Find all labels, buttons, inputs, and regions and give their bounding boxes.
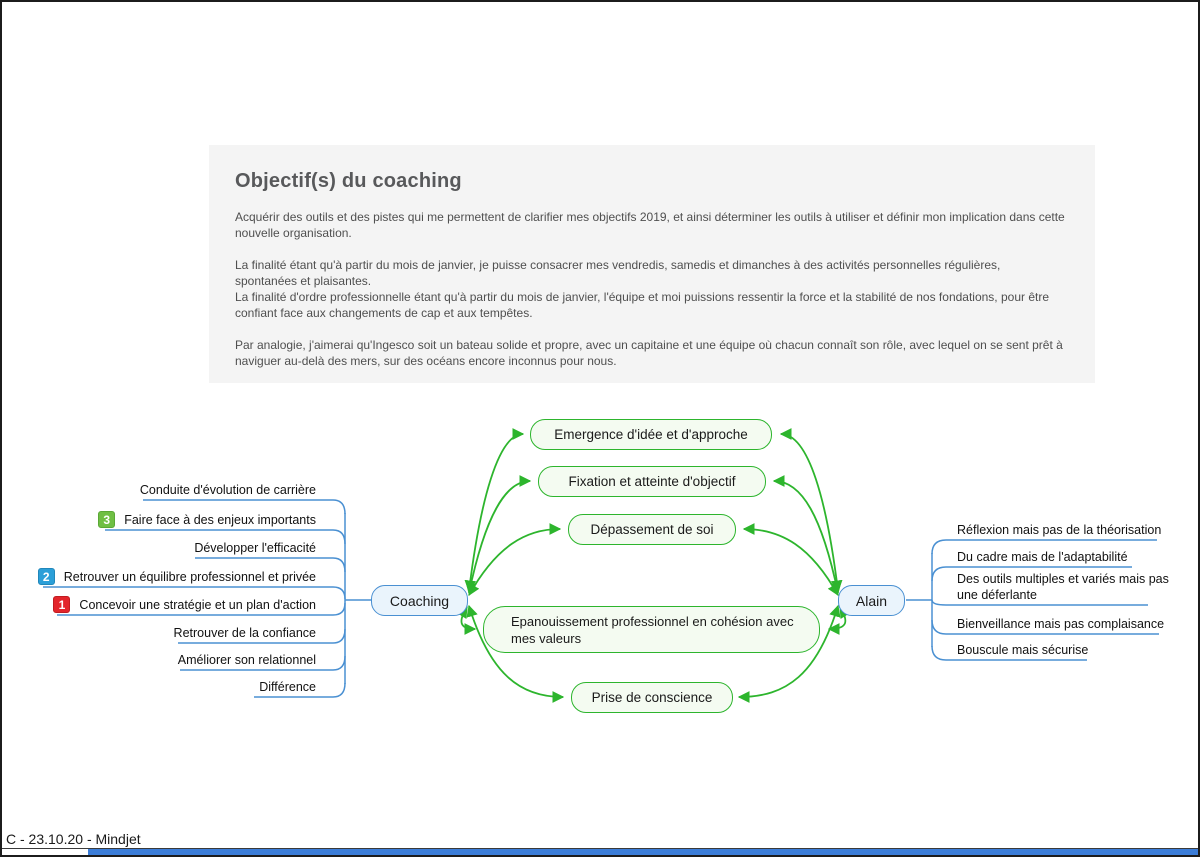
priority-badge[interactable]: 3 [98,511,115,528]
coaching-subtopic[interactable] [53,595,330,614]
note-paragraph: Par analogie, j'aimerai qu'Ingesco soit un bateau solide et propre, avec un capitaine et une équipe où chacun connaît son rôle, avec lequel on se sent prêt à naviguer au-delà des mers, sur des océans encore inconnus pour nous. [235,338,1063,368]
footer-label: C - 23.10.20 - Mindjet [6,831,141,847]
coaching-subtopic[interactable] [178,650,330,669]
topic-label: Fixation et atteinte d'objectif [568,474,736,489]
alain-subtopic[interactable] [957,640,1088,659]
subtopic-label: Bienveillance mais pas complaisance [957,616,1165,631]
topic-alain[interactable] [838,585,905,616]
coaching-subtopic[interactable] [194,538,330,557]
note-paragraph: Acquérir des outils et des pistes qui me permettent de clarifier mes objectifs 2019, et ainsi déterminer les outils à utiliser et définir mon implication dans cette nouvelle organisation. [235,210,1065,240]
topic-label: Alain [855,592,888,609]
topic-notes-block[interactable] [209,145,1095,383]
priority-badge[interactable]: 2 [38,568,55,585]
topic-label: Emergence d'idée et d'approche [554,427,748,442]
subtopic-label: Développer l'efficacité [194,540,316,555]
subtopic-label: Conduite d'évolution de carrière [139,482,316,497]
topic-label: Dépassement de soi [590,522,714,537]
subtopic-label: Réflexion mais pas de la théorisation [957,522,1162,537]
subtopic-label: Bouscule mais sécurise [957,642,1089,657]
subtopic-label: Améliorer son relationnel [177,652,316,667]
center-topic-depassement[interactable] [568,514,736,545]
topic-label: Epanouissement professionnel en cohésion avec mes valeurs [511,613,794,646]
topic-label: Coaching [389,592,450,609]
coaching-subtopic[interactable] [259,677,330,696]
subtopic-label: Différence [259,679,316,694]
alain-subtopic[interactable] [957,614,1164,633]
note-paragraph: La finalité d'ordre professionnelle étant qu'à partir du mois de janvier, l'équipe et moi puissions ressentir la force et la stabilité de nos fondations, pour être confiant face aux changements de cap et aux tempêtes. [235,290,1050,320]
coaching-subtopic[interactable] [98,510,330,529]
coaching-subtopic[interactable] [140,480,330,499]
subtopic-label: Retrouver de la confiance [173,625,316,640]
center-topic-fixation[interactable] [538,466,766,497]
topic-coaching[interactable] [371,585,468,616]
horizontal-scrollbar[interactable] [88,849,1198,855]
subtopic-label: Retrouver un équilibre professionnel et privée [63,569,316,584]
note-paragraph: La finalité étant qu'à partir du mois de janvier, je puisse consacrer mes vendredis, samedis et dimanches à des activités personnelles régulières, spontanées et plaisantes. [235,258,1001,288]
note-title: Objectif(s) du coaching [235,170,462,192]
center-topic-prise-de-conscience[interactable] [571,682,733,713]
topic-label: Prise de conscience [591,690,713,705]
center-topic-emergence[interactable] [530,419,772,450]
subtopic-label: Des outils multiples et variés mais pas une déferlante [957,572,1169,602]
alain-subtopic[interactable] [957,520,1161,539]
coaching-subtopic[interactable] [38,567,330,586]
subtopic-label: Du cadre mais de l'adaptabilité [957,549,1128,564]
subtopic-label: Faire face à des enjeux importants [124,512,316,527]
priority-badge[interactable]: 1 [53,596,70,613]
coaching-subtopic[interactable] [174,623,330,642]
subtopic-label: Concevoir une stratégie et un plan d'action [79,597,316,612]
center-topic-epanouissement[interactable] [483,606,820,653]
alain-subtopic[interactable] [957,547,1128,566]
alain-subtopic[interactable] [957,571,1179,605]
